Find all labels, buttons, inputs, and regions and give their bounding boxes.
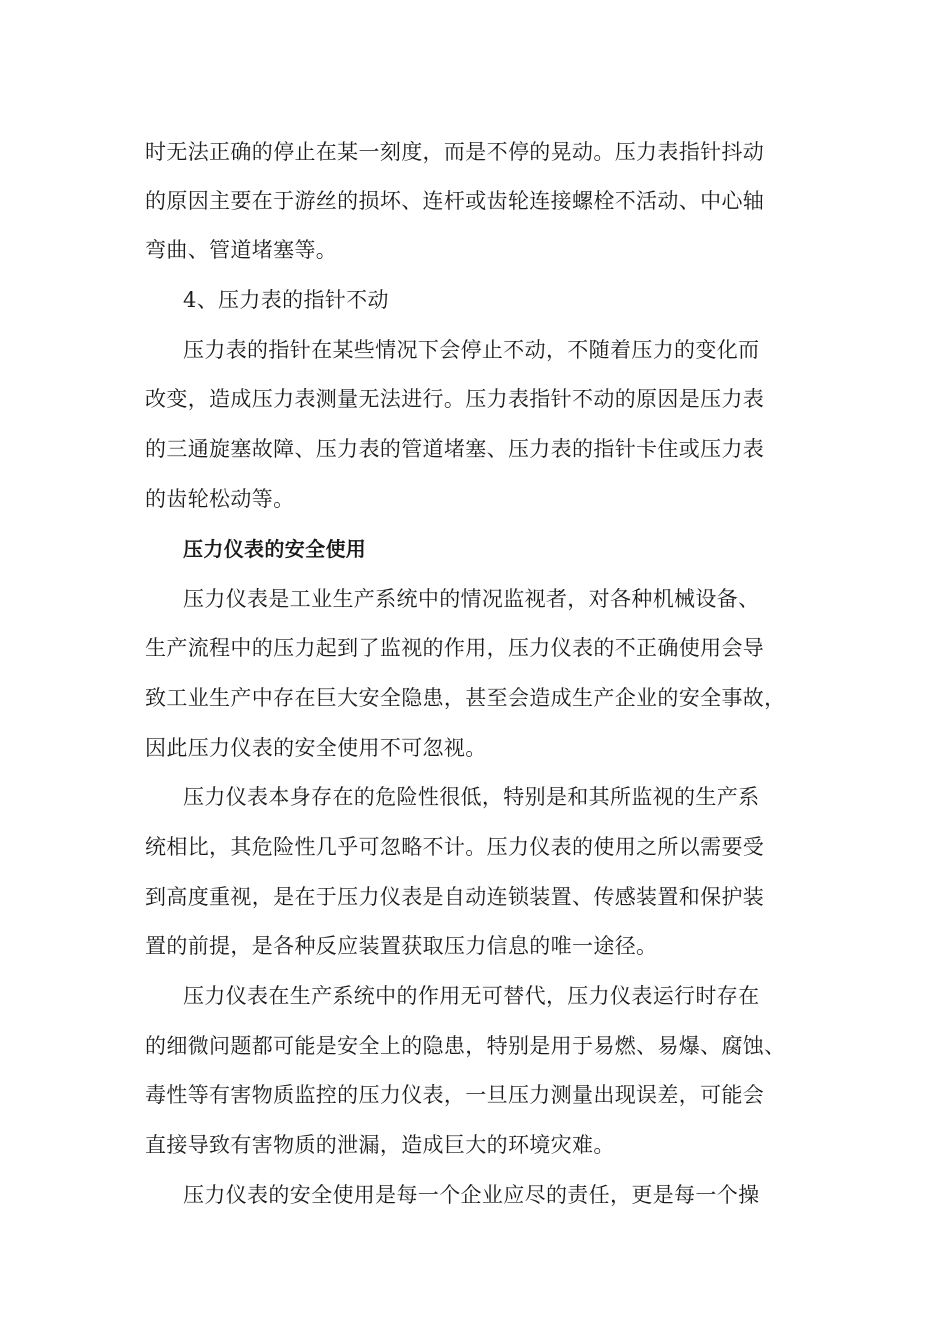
text-line: 统相比，其危险性几乎可忽略不计。压力仪表的使用之所以需要受 (145, 835, 765, 859)
subheading: 4、压力表的指针不动 (183, 288, 389, 312)
text-line: 因此压力仪表的安全使用不可忽视。 (145, 736, 487, 760)
text-line: 的原因主要在于游丝的损坏、连杆或齿轮连接螺栓不活动、中心轴 (145, 189, 765, 213)
text-line: 生产流程中的压力起到了监视的作用，压力仪表的不正确使用会导 (145, 636, 765, 660)
text-line: 弯曲、管道堵塞等。 (145, 238, 338, 262)
text-line: 置的前提，是各种反应装置获取压力信息的唯一途径。 (145, 934, 658, 958)
text-line: 致工业生产中存在巨大安全隐患，甚至会造成生产企业的安全事故， (145, 686, 786, 710)
text-line: 改变，造成压力表测量无法进行。压力表指针不动的原因是压力表 (145, 387, 765, 411)
text-line: 直接导致有害物质的泄漏，造成巨大的环境灾难。 (145, 1133, 615, 1157)
text-line: 压力仪表是工业生产系统中的情况监视者，对各种机械设备、 (183, 587, 760, 611)
text-line: 压力仪表在生产系统中的作用无可替代，压力仪表运行时存在 (183, 984, 760, 1008)
text-line: 毒性等有害物质监控的压力仪表，一旦压力测量出现误差，可能会 (145, 1083, 765, 1107)
text-line: 的齿轮松动等。 (145, 487, 295, 511)
text-line: 压力仪表本身存在的危险性很低，特别是和其所监视的生产系 (183, 785, 760, 809)
text-line: 到高度重视，是在于压力仪表是自动连锁装置、传感装置和保护装 (145, 885, 765, 909)
text-line: 时无法正确的停止在某一刻度，而是不停的晃动。压力表指针抖动 (145, 140, 765, 164)
text-line: 的细微问题都可能是安全上的隐患，特别是用于易燃、易爆、腐蚀、 (145, 1034, 786, 1058)
text-line: 压力表的指针在某些情况下会停止不动，不随着压力的变化而 (183, 338, 760, 362)
text-line: 压力仪表的安全使用是每一个企业应尽的责任，更是每一个操 (183, 1183, 760, 1207)
section-heading: 压力仪表的安全使用 (183, 537, 367, 561)
text-line: 的三通旋塞故障、压力表的管道堵塞、压力表的指针卡住或压力表 (145, 437, 765, 461)
